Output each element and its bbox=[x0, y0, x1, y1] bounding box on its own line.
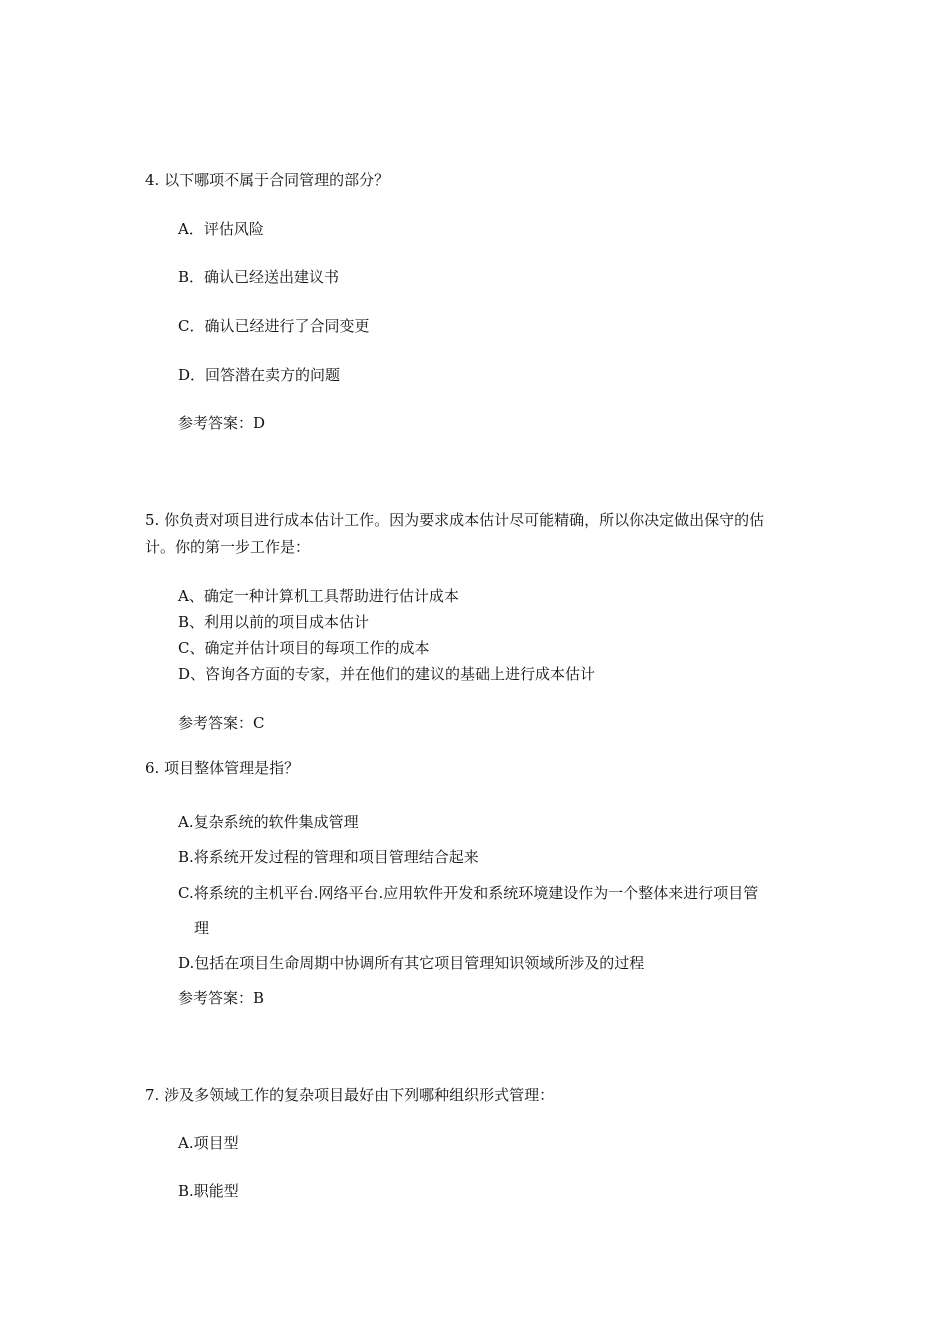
question-6-stem: 6. 项目整体管理是指？ bbox=[145, 759, 300, 777]
question-4-stem: 4. 以下哪项不属于合同管理的部分？ bbox=[145, 171, 390, 189]
question-5-option-a: A、确定一种计算机工具帮助进行估计成本 bbox=[178, 587, 459, 605]
question-4-option-b: B．确认已经送出建议书 bbox=[178, 268, 340, 286]
question-4-answer: 参考答案：D bbox=[178, 414, 266, 432]
question-7-option-b: B.职能型 bbox=[178, 1182, 239, 1200]
question-7-option-a: A.项目型 bbox=[178, 1134, 239, 1152]
question-6-option-b: B.将系统开发过程的管理和项目管理结合起来 bbox=[178, 848, 479, 866]
question-6-option-c: C.将系统的主机平台.网络平台.应用软件开发和系统环境建设作为一个整体来进行项目管 bbox=[178, 884, 759, 902]
question-6-option-a: A.复杂系统的软件集成管理 bbox=[178, 813, 359, 831]
question-4-option-c: C．确认已经进行了合同变更 bbox=[178, 317, 370, 335]
question-5-option-d: D、咨询各方面的专家，并在他们的建议的基础上进行成本估计 bbox=[178, 665, 596, 683]
question-6-option-c-continued: 理 bbox=[194, 919, 210, 937]
question-5-answer: 参考答案：C bbox=[178, 714, 265, 732]
question-6-option-d: D.包括在项目生命周期中协调所有其它项目管理知识领域所涉及的过程 bbox=[178, 954, 645, 972]
question-5-option-c: C、确定并估计项目的每项工作的成本 bbox=[178, 639, 430, 657]
question-5-stem-line-1: 5. 你负责对项目进行成本估计工作。因为要求成本估计尽可能精确，所以你决定做出保守的估 bbox=[145, 511, 765, 529]
question-5-stem-line-2: 计。你的第一步工作是： bbox=[145, 538, 311, 556]
question-5-option-b: B、利用以前的项目成本估计 bbox=[178, 613, 370, 631]
question-7-stem: 7. 涉及多领域工作的复杂项目最好由下列哪种组织形式管理： bbox=[145, 1086, 555, 1104]
question-6-answer: 参考答案：B bbox=[178, 989, 265, 1007]
question-4-option-a: A．评估风险 bbox=[178, 220, 264, 238]
question-4-option-d: D．回答潜在卖方的问题 bbox=[178, 366, 341, 384]
